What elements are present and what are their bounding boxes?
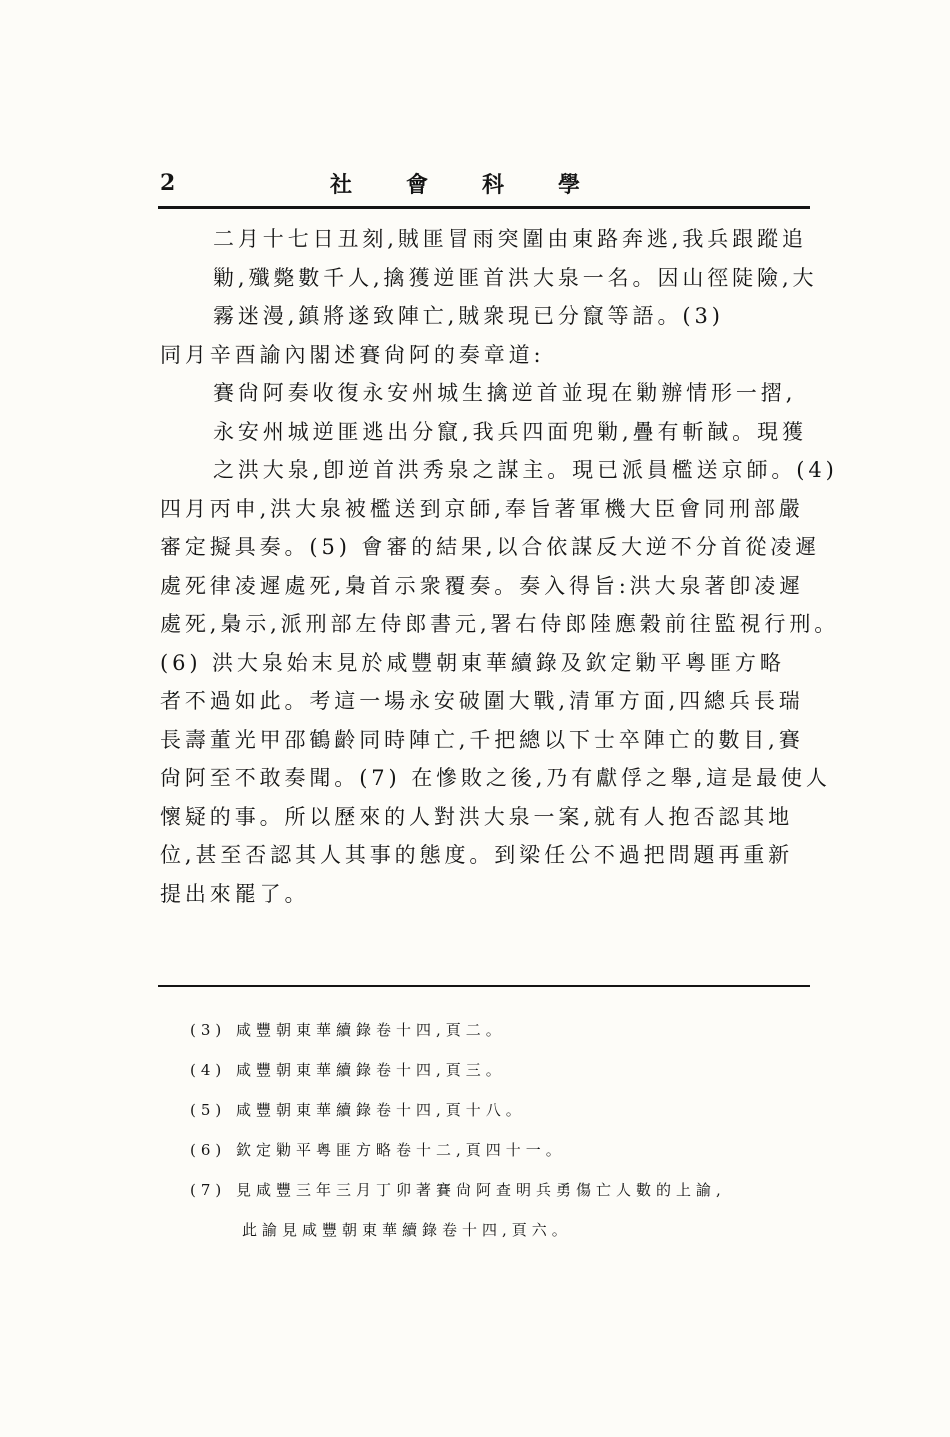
running-title: 社會科學 [330, 172, 635, 198]
text-line: 二月十七日丑刻,賊匪冒雨突圍由東路奔逃,我兵跟蹤追 [213, 227, 807, 251]
footnotes [190, 1010, 815, 1250]
text-line: 者不過如此。考這一場永安破圍大戰,清軍方面,四總兵長瑞 [160, 689, 804, 713]
footnote: (3) 咸豐朝東華續錄卷十四,頁二。 [190, 1021, 506, 1039]
text-line: 之洪大泉,卽逆首洪秀泉之謀主。現已派員檻送京師。(4) [213, 458, 838, 482]
text-line: 勦,殲斃數千人,擒獲逆匪首洪大泉一名。因山徑陡險,大 [213, 265, 818, 290]
footnote: (4) 咸豐朝東華續錄卷十四,頁三。 [190, 1061, 506, 1079]
text-line: 審定擬具奏。(5) 會審的結果,以合依謀反大逆不分首從凌遲 [160, 535, 821, 559]
text-line: 懷疑的事。所以歷來的人對洪大泉一案,就有人抱否認其地 [160, 804, 794, 829]
text-line: 處死,梟示,派刑部左侍郎書元,署右侍郎陸應穀前往監視行刑。 [160, 612, 840, 636]
text-line: 處死律凌遲處死,梟首示衆覆奏。奏入得旨:洪大泉著卽凌遲 [160, 573, 805, 598]
footnote-rule [158, 985, 810, 987]
text-line: 位,甚至否認其人其事的態度。到梁任公不過把問題再重新 [160, 843, 794, 867]
text-line: 同月辛酉諭內閣述賽尙阿的奏章道: [160, 342, 545, 367]
text-line: 永安州城逆匪逃出分竄,我兵四面兜勦,疊有斬馘。現獲 [213, 419, 807, 444]
text-line: 賽尙阿奏收復永安州城生擒逆首並現在勦辦情形一摺, [213, 381, 797, 405]
text-line: 霧迷漫,鎮將遂致陣亡,賊衆現已分竄等語。(3) [213, 304, 724, 328]
text-line: (6) 洪大泉始末見於咸豐朝東華續錄及欽定勦平粵匪方略 [160, 650, 785, 675]
header-rule [158, 206, 810, 209]
page-number: 2 [160, 170, 176, 196]
text-line: 長壽董光甲邵鶴齡同時陣亡,千把總以下士卒陣亡的數目,賽 [160, 727, 804, 752]
text-line: 尙阿至不敢奏聞。(7) 在慘敗之後,乃有獻俘之舉,這是最使人 [160, 766, 831, 790]
footnote: (6) 欽定勦平粵匪方略卷十二,頁四十一。 [190, 1141, 566, 1159]
text-line: 四月丙申,洪大泉被檻送到京師,奉旨著軍機大臣會同刑部嚴 [160, 496, 804, 521]
footnote-continuation: 此諭見咸豐朝東華續錄卷十四,頁六。 [242, 1221, 572, 1239]
text-line: 提出來罷了。 [160, 881, 310, 906]
body-text [160, 220, 840, 913]
footnote: (7) 見咸豐三年三月丁卯著賽尙阿查明兵勇傷亡人數的上諭, [190, 1181, 726, 1199]
footnote: (5) 咸豐朝東華續錄卷十四,頁十八。 [190, 1101, 526, 1119]
